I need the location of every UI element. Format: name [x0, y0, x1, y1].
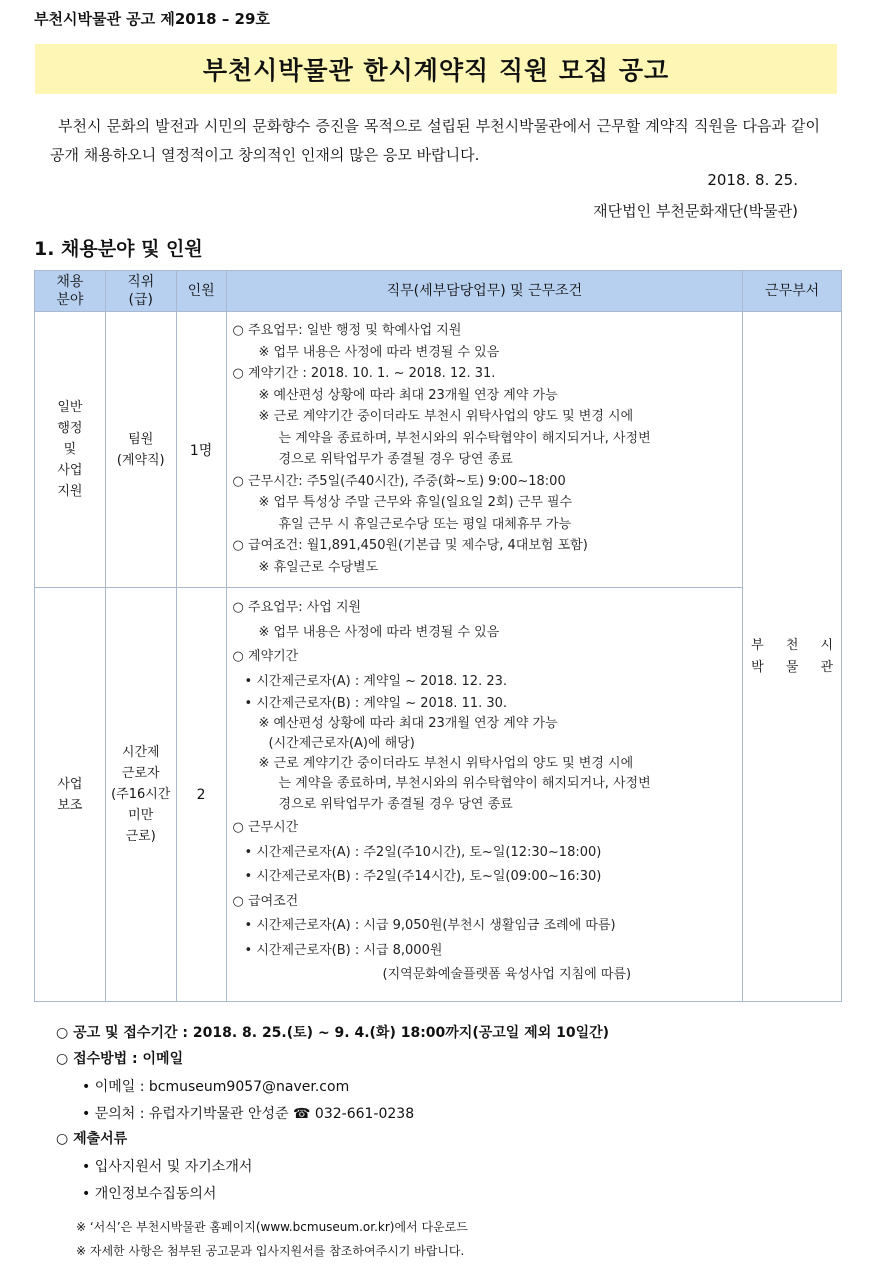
- row1-position: 팀원 (계약직): [105, 312, 176, 588]
- page-title: 부천시박물관 한시계약직 직원 모집 공고: [202, 56, 670, 85]
- footnote-form-download: ※ ‘서식’은 부천시박물관 홈페이지(www.bcmuseum.or.kr)에서 다운로드: [76, 1220, 468, 1234]
- department-line2: 박 물 관: [751, 659, 834, 675]
- table-row: [35, 588, 842, 1002]
- row2-position: 시간제 근로자 (주16시간 미만 근로): [105, 588, 176, 1002]
- document-item: • 개인정보수집동의서: [82, 1186, 217, 1202]
- row1-count: 1명: [176, 312, 226, 588]
- application-period: ○ 공고 및 접수기간 : 2018. 8. 25.(토) ~ 9. 4.(화) 18:00까지(공고일 제외 10일간): [56, 1025, 610, 1041]
- header-department: 근무부서: [743, 271, 842, 312]
- row1-field: 일반 행정 및 사업 지원: [35, 312, 106, 588]
- header-duties: 직무(세부담당업무) 및 근무조건: [226, 271, 743, 312]
- table-row: [35, 312, 842, 588]
- department-cell: [743, 312, 842, 1002]
- row1-duties: ○ 주요업무: 일반 행정 및 학예사업 지원 ※ 업무 내용은 사정에 따라 변경될 수 있음 ○ 계약기간 : 2018. 10. 1. ~ 2018. 12. 31. ※ 예산편성 상황에 따라 최대 23개월 연장 계약 가능 ※ 근로 계약기간 중이더라도 부천시 위탁사업의 양도 및 변경 시에 는 계약을 종료하며, 부천시와의 위수탁협약이 해지되거나, 사정변 경으로 위탁업무가 종결될 경우 당연 종료 ○ 근무시간: 주5일(주40시간), 주중(화~토) 9:00~18:00 ※ 업무 특성상 주말 근무와 휴일(일요일 2회) 근무 필수 휴일 근무 시 휴일근로수당 또는 평일 대체휴무 가능 ○ 급여조건: 월1,891,450원(기본급 및 제수당, 4대보험 포함) ※ 휴일근로 수당별도: [226, 312, 743, 588]
- announcement-date: 2018. 8. 25.: [707, 171, 798, 189]
- application-method: ○ 접수방법 : 이메일: [56, 1051, 184, 1067]
- title-banner: [35, 44, 837, 94]
- contact-email[interactable]: • 이메일 : bcmuseum9057@naver.com: [82, 1079, 350, 1095]
- row2-field: 사업 보조: [35, 588, 106, 1002]
- contact-person: • 문의처 : 유럽자기박물관 안성준 ☎ 032-661-0238: [82, 1106, 415, 1122]
- header-field: 채용 분야: [35, 271, 106, 312]
- header-count: 인원: [176, 271, 226, 312]
- required-documents: ○ 제출서류: [56, 1131, 128, 1147]
- application-notes: [56, 1022, 836, 1208]
- intro-paragraph: 부천시 문화의 발전과 시민의 문화향수 증진을 목적으로 설립된 부천시박물관에서 근무할 계약직 직원을 다음과 같이 공개 채용하오니 열정적이고 창의적인 인재의 많은 응모 바랍니다.: [50, 117, 820, 164]
- footnote-details: ※ 자세한 사항은 첨부된 공고문과 입사지원서를 참조하여주시기 바랍니다.: [76, 1244, 465, 1258]
- document-item: • 입사지원서 및 자기소개서: [82, 1159, 253, 1175]
- organization-name: 재단법인 부천문화재단(박물관): [593, 202, 798, 220]
- section-title: 1. 채용분야 및 인원: [34, 238, 203, 260]
- row2-duties: ○ 주요업무: 사업 지원 ※ 업무 내용은 사정에 따라 변경될 수 있음 ○ 계약기간 • 시간제근로자(A) : 계약일 ~ 2018. 12. 23. • 시간제근로자(B) : 계약일 ~ 2018. 11. 30. ※ 예산편성 상황에 따라 최대 23개월 연장 계약 가능 (시간제근로자(A)에 해당) ※ 근로 계약기간 중이더라도 부천시 위탁사업의 양도 및 변경 시에 는 계약을 종료하며, 부천시와의 위수탁협약이 해지되거나, 사정변 경으로 위탁업무가 종결될 경우 당연 종료 ○ 근무시간 • 시간제근로자(A) : 주2일(주10시간), 토~일(12:30~18:00) • 시간제근로자(B) : 주2일(주14시간), 토~일(09:00~16:30) ○ 급여조건 • 시간제근로자(A) : 시급 9,050원(부천시 생활임금 조례에 따름) • 시간제근로자(B) : 시급 8,000원 (지역문화예술플랫폼 육성사업 지침에 따름): [226, 588, 743, 1002]
- header-position: 직위 (급): [105, 271, 176, 312]
- table-header-row: [35, 271, 842, 312]
- recruitment-table: [34, 270, 842, 1002]
- department-line1: 부 천 시: [751, 637, 834, 653]
- announcement-number: 부천시박물관 공고 제2018 – 29호: [34, 10, 270, 28]
- row2-count: 2: [176, 588, 226, 1002]
